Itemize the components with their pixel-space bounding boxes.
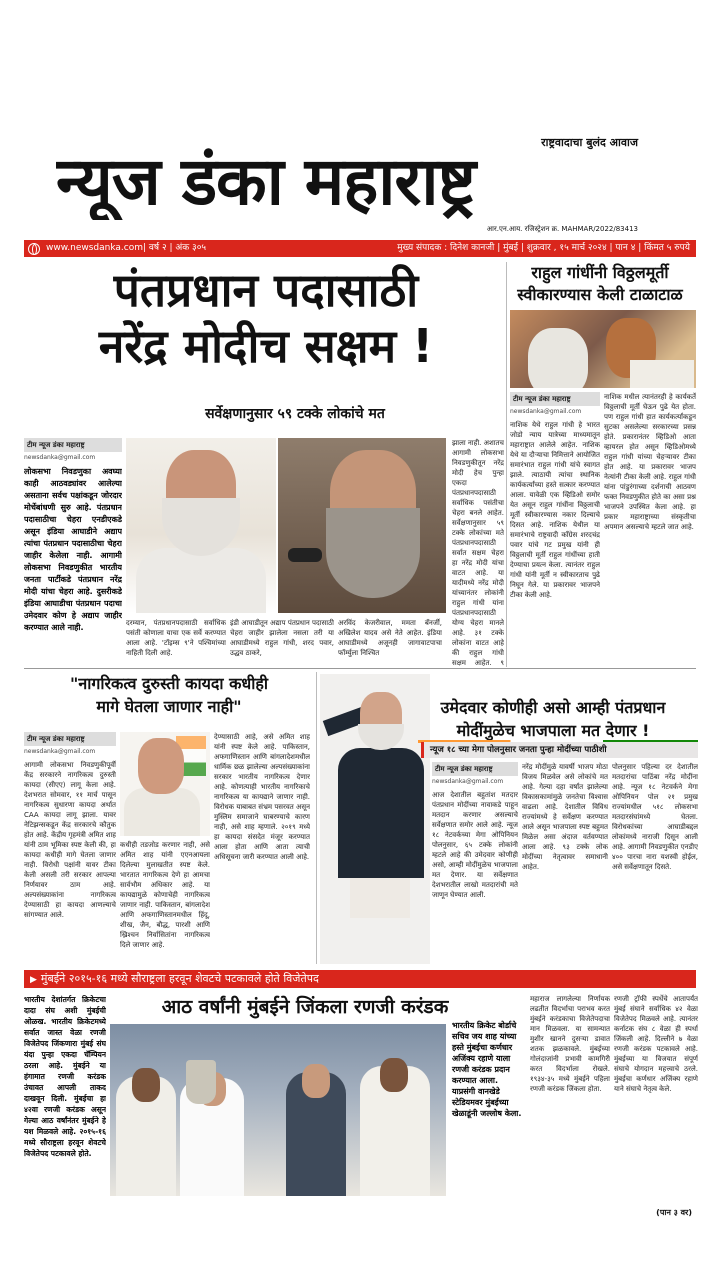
rahul-headline bbox=[505, 262, 695, 306]
opposition-col2: नरेंद्र मोदींमुळे यावर्षी भाजप मोठा विजय मिळवेल असे लोकांचे मत आहे. गेल्या दहा वर्षांत झालेल्या विकासकामांमुळे जनतेचा विश्वास वाढला आहे. देशातील विविध राज्यांमध्ये हे सर्वेक्षण करण्यात आले असून भाजपाला स्पष्ट बहुमत मिळेल असा अंदाज वर्तवण्यात आला आहे. ९३ टक्के लोक मोदींच्या नेतृत्वावर समाधानी आहेत. bbox=[522, 763, 608, 871]
citizenship-headline-line2: मागे घेतला जाणार नाही" bbox=[96, 697, 242, 716]
citizenship-headline bbox=[24, 672, 314, 718]
citizenship-col2: कधीही तडजोड करणार नाही, असे अमित शाह यांनी एएनआयला दिलेल्या मुलाखतीत स्पष्ट केले. भारतात नागरिकत्व देणे हा आमचा सार्वभौम अधिकार आहे. या कायद्यामुळे कोणाचेही नागरिकत्व जाणार नाही. पाकिस्तान, बांगलादेश आणि अफगाणिस्तानमधील हिंदू, शीख, जैन, बौद्ध, पारशी आणि ख्रिश्चन निर्वासितांना नागरिकत्व दिले जाणार आहे. bbox=[120, 841, 210, 949]
citizenship-email: newsdanka@gmail.com bbox=[24, 748, 96, 755]
rahul-col1-text: नाशिक येथे राहुल गांधी हे भारत जोडो न्याय यात्रेच्या माध्यमातून महाराष्ट्रात आलेले आहेत. नाशिक येथे या दौऱ्याचा निमित्ताने आयोजित समारंभात राहुल गांधी यांचे स्वागत झाले. त्याठायी त्यांचा स्थानिक कार्यकर्त्यांच्या हस्ते सत्कार करण्यात आला. यावेळी एक व्हिडिओ समोर येत असून राहुल गांधींना विठ्ठलाची मूर्ती स्वीकारण्यास नकार दिल्याचे दिसत आहे. नाशिक येथील या समारंभाचे राष्ट्रवादी काँग्रेस शरदचंद्र पवार यांचे गट प्रमुख यांनी ही विठ्ठलाची मूर्ती राहुल गांधींच्या हाती देण्याचा प्रयत्न केला. त्यानंतर राहुल गांधी यांनी मूर्ती न स्वीकारताच पुढे निघून गेले. या प्रकारावर भाजपने टीका केली आहे. bbox=[510, 421, 600, 599]
rahul-byline: टीम न्यूज डंका महाराष्ट्र bbox=[510, 392, 600, 406]
ranji-headline: आठ वर्षांनी मुंबईने जिंकला रणजी करंडक bbox=[161, 996, 449, 1018]
ranji-trophy-photo bbox=[110, 1024, 446, 1196]
rahul-email: newsdanka@gmail.com bbox=[510, 408, 582, 415]
rahul-headline-line2: स्वीकारण्यास केली टाळाटाळ bbox=[517, 285, 683, 304]
info-bar bbox=[24, 240, 696, 257]
lead-text-b: इंडी आघाडीतून अद्याप पंतप्रधान पदासाठी चेहरा जाहीर झालेला नसला तरी या आघाडीमध्ये राहुल गांधी, शरद पवार, उद्धव ठाकरे, bbox=[230, 619, 334, 657]
lead-byline: टीम न्यूज डंका महाराष्ट्र bbox=[24, 438, 122, 452]
ranji-col3: रणजी ट्रॉफी स्पर्धेचे आतापर्यंत मुंबई संघाने सर्वाधिक ४२ वेळा विजेतेपद मिळवले आहे. त्यानंतर कर्नाटक संघ ८ वेळा ही स्पर्धा जिंकली आहे. दिल्लीने ७ वेळा रणजी करंडक पटकावले आहे. मुंबईच्या या विजयात संपूर्ण संघाचे योगदान महत्त्वाचे ठरले. मुंबईचा कर्णधार अजिंक्य रहाणे याने संघाचे नेतृत्व केले. bbox=[614, 995, 698, 1093]
opposition-col1-text: आज देशातील बहुतांश मतदार पंतप्रधान मोदींच्या नावाकडे पाहून मतदान करणार असल्याचे सर्वेक्षणात समोर आले आहे. न्यूज १८ नेटवर्कच्या मेगा ओपिनियन पोलनुसार, ६५ टक्के लोकांनी म्हटले आहे की उमेदवार कोणीही असो, आम्ही मोदींमुळेच भाजपाला मत देणार. या सर्वेक्षणात देशभरातील लाखो मतदारांची मते जाणून घेण्यात आली. bbox=[432, 791, 518, 899]
globe-icon bbox=[28, 243, 40, 255]
lead-text-a: दरम्यान, पंतप्रधानपदासाठी सर्वाधिक पसंती कोणाला याचा एक सर्वे करण्यात आला आहे. 'टॉइम्स ९'ने पश्चिमांच्या नाहिती दिली आहे. bbox=[126, 619, 226, 657]
opposition-headline bbox=[408, 696, 698, 742]
opposition-byline: टीम न्यूज डंका महाराष्ट्र bbox=[432, 762, 518, 776]
ranji-col1: भारतीय देशांतर्गत क्रिकेटचा दादा संघ अशी मुंबईची ओळख. भारतीय क्रिकेटमध्ये सर्वात जास्त वेळा रणजी विजेतेपद जिंकणारा मुंबई संघ यंदा पुन्हा एकदा चॅम्पियन ठरला आहे. मुंबईने या हंगामात रणजी करंडक उंचावत आपली ताकद दाखवून दिली. मुंबईचा हा ४२वा रणजी करंडक असून गेल्या आठ वर्षांनंतर मुंबईने हे यश मिळवले आहे. २०१५-१६ मध्ये सौराष्ट्रला हरवून शेवटचे विजेतेपद पटकावले होते. bbox=[24, 995, 106, 1158]
news18-poll-band: न्यूज १८ च्या मेगा पोलनुसार जनता पुन्हा मोदींच्या पाठीशी bbox=[421, 742, 698, 758]
lead-intro-text: लोकसभा निवडणुका अवघ्या काही आठवड्यांवर आलेल्या असताना सर्वच पक्षांकडून जोरदार मोर्चेबांधणी सुरु आहे. पंतप्रधान पदासाठीचा चेहरा एनडीएकडे असून इंडिया आघाडीने अद्याप त्यांचा पंतप्रधान पदासाठीचा चेहरा जाहीर केलेला नाही. आगामी लोकसभा निवडणुकीत भारतीय जनता पार्टीकडे पंतप्रधान नरेंद्र मोदी यांचा चेहरा आहे. दुसरीकडे इंडिया आघाडीचा पंतप्रधान पदाचा उमेदवार कोण हे अद्याप जाहीर करण्यात आले नाही. bbox=[24, 467, 122, 632]
lead-text-c: अरविंद केजरीवाल, ममता बॅनर्जी, अखिलेश यादव असे नेते आहेत. इंडिया आघाडीमध्ये अजूनही जागावाटपाचा फॉर्म्युला निश्चित bbox=[338, 619, 442, 657]
opposition-email: newsdanka@gmail.com bbox=[432, 778, 504, 785]
issue-info: | वर्ष २ | अंक ३०५ bbox=[143, 243, 207, 253]
masthead-tagline: राष्ट्रवादाचा बुलंद आवाज bbox=[541, 136, 638, 149]
rahul-gandhi-photo bbox=[278, 438, 446, 613]
opposition-headline-line1: उमेदवार कोणीही असो आम्ही पंतप्रधान bbox=[440, 698, 666, 717]
citizenship-col1-text: आगामी लोकसभा निवडणुकीपूर्वी केंद्र सरकारने नागरिकत्व दुरुस्ती कायदा (सीएए) लागू केला आहे. देशभरात सोमवार, ११ मार्च पासून नागरिकत्व सुधारणा कायदा अर्थात CAA कायदा लागू झाला. यावर नेटिझन्सकडून केंद्र सरकारचे कौतुक होत आहे. केंद्रीय गृहमंत्री अमित शाह यांनी ठाम भूमिका स्पष्ट केली की, हा कायदा कधीही मागे घेतला जाणार नाही. विरोधी पक्षांनी यावर टीका केली असली तरी सरकार आपल्या निर्णयावर ठाम आहे. अल्पसंख्याकांना नागरिकत्व देण्यासाठी हा कायदा आणल्याचे सांगण्यात आले. bbox=[24, 761, 116, 919]
ranji-col2: महाराज लागलेल्या निर्णायक लढतीत विदर्भाचा पराभव करत मुंबईने करंडकाचा विजेतेपदाचा मान मिळवला. या सामन्यात मुशीर खानने दुसऱ्या डावात शतक झळकावले. मुंबईच्या गोलंदाजांनी प्रभावी कामगिरी करत विदर्भाला रोखले. १९३४-३५ मध्ये मुंबईने पहिला रणजी करंडक जिंकला होता. bbox=[530, 995, 610, 1093]
rahul-story-col2: नाशिक मधील त्यानंतरही हे कार्यकर्ते विठ्ठलाची मूर्ती घेऊन पुढे येत होता. पण राहुल गांधी हात कार्यकर्त्यांकडून सुटका असलेल्या सरकारच्या प्रसन्न होते. प्रकारानंतर व्हिडिओ आता व्हायरल होत असून व्हिडिओमध्ये राहुल गांधी यांच्या चेहऱ्यावर टीका होत आहे. या प्रकारावर भाजप नेत्यांनी टीका केली आहे. राहुल गांधी यांना पांडुरंगाच्या दर्शनाची आठवण फक्त निवडणुकीत होते का असा प्रश्न भाजपने उपस्थित केला आहे. हा प्रकार महाराष्ट्राच्या संस्कृतीचा अपमान असल्याचे म्हटले जात आहे. bbox=[604, 393, 696, 531]
citizenship-headline-line1: "नागरिकत्व दुरुस्ती कायदा कधीही bbox=[69, 674, 268, 693]
citizenship-col1 bbox=[24, 732, 116, 962]
opposition-col1 bbox=[432, 762, 518, 962]
citizenship-byline: टीम न्यूज डंका महाराष्ट्र bbox=[24, 732, 116, 746]
rahul-headline-line1: राहुल गांधींनी विठ्ठलमूर्ती bbox=[531, 263, 669, 282]
arrow-right-icon: ▶ bbox=[30, 975, 37, 985]
edition-details: मुख्य संपादक : दिनेश कानजी | मुंबई | शुक्रवार , १५ मार्च २०२४ | पान ४ | किंमत ५ रुपये bbox=[397, 243, 690, 253]
citizenship-col3: देण्यासाठी आहे, असे अमित शाह यांनी स्पष्ट केले आहे. पाकिस्तान, अफगाणिस्तान आणि बांगलादेशमधील धार्मिक छळ झालेल्या अल्पसंख्याकांना सरकार भारतीय नागरिकत्व देणार आहे. कोणत्याही भारतीय नागरिकाचे नागरिकत्व या कायद्याने जाणार नाही. विरोधक याबाबत संभ्रम पसरवत असून मुस्लिम समाजाने घाबरण्याचे कारण नाही, असे शाह म्हणाले. २०१९ मध्ये हा कायदा संसदेत मंजूर करण्यात आला होता आणि आता त्याची अधिसूचना जारी करण्यात आली आहे. bbox=[214, 733, 310, 861]
lead-text-d: झाला नाही. अशातच आगामी लोकसभा निवडणुकीतून नरेंद्र मोदी हेच पुन्हा एकदा पंतप्रधानपदासाठी सर्वाधिक पसंतीचा चेहरा बनले आहेत. सर्वेक्षणानुसार ५९ टक्के लोकांच्या मते पंतप्रधानपदासाठी सर्वात सक्षम चेहरा हा नरेंद्र मोदी यांचा वाटत आहे. या यादीमध्ये नरेंद्र मोदी यांच्यानंतर लोकांनी राहुल गांधी यांना पंतप्रधानपदासाठी योग्य चेहरा मानले आहे. ३१ टक्के लोकांना वाटत आहे की राहुल गांधी सक्षम आहेत. ९ bbox=[452, 439, 504, 666]
ranji-band-text: मुंबईने २०१५-१६ मध्ये सौराष्ट्रला हरवून शेवटचे पटकावले होते विजेतेपद bbox=[40, 972, 319, 985]
lead-headline bbox=[36, 262, 496, 374]
ranji-info-box: भारतीय क्रिकेट बोर्डाचे सचिव जय शाह यांच्या हस्ते मुंबईचा कर्णधार अजिंक्य रहाणे याला रणजी करंडक प्रदान करण्यात आला. याप्रसंगी वानखेडे स्टेडियमवर मुंबईच्या खेळाडूंनी जल्लोष केला. bbox=[452, 1021, 522, 1118]
lead-headline-line1: पंतप्रधान पदासाठी bbox=[113, 263, 419, 317]
rahul-vitthal-photo bbox=[510, 310, 696, 388]
registration-number: आर.एन.आय. रजिस्ट्रेशन क्र. MAHMAR/2022/83413 bbox=[486, 225, 638, 233]
continued-page-ref: (पान ३ वर) bbox=[656, 1208, 692, 1217]
lead-email: newsdanka@gmail.com bbox=[24, 454, 96, 461]
rahul-story-col1 bbox=[510, 392, 600, 667]
lead-intro-column bbox=[24, 438, 122, 638]
ranji-band bbox=[24, 970, 696, 988]
newspaper-title: न्यूज डंका महाराष्ट्र bbox=[56, 142, 476, 220]
lead-headline-line2: नरेंद्र मोदीच सक्षम ! bbox=[98, 319, 434, 373]
lead-subheadline: सर्वेक्षणानुसार ५९ टक्के लोकांचे मत bbox=[205, 406, 385, 422]
modi-photo bbox=[126, 438, 276, 613]
amit-shah-photo bbox=[120, 732, 210, 836]
website-link[interactable]: www.newsdanka.com bbox=[46, 243, 143, 253]
opposition-col3: पोलनुसार पहिल्या दर देशातील मतदारांचा पाठिंबा नरेंद्र मोदींना आहे. न्यूज १८ नेटवर्कने मेगा ओपिनियन पोल २१ प्रमुख राज्यांमधील ५१८ लोकसभा मतदारसंघांमध्ये घेतला. विरोधकांच्या आघाडीबद्दल लोकांमध्ये नाराजी दिसून आली आहे. आगामी निवडणुकीत एनडीए ४०० पारचा नारा यशस्वी होईल, असे सर्वेक्षणातून दिसते. bbox=[612, 763, 698, 871]
opposition-headline-line2: मोदींमुळेच भाजपाला मत देणार ! bbox=[456, 721, 650, 740]
